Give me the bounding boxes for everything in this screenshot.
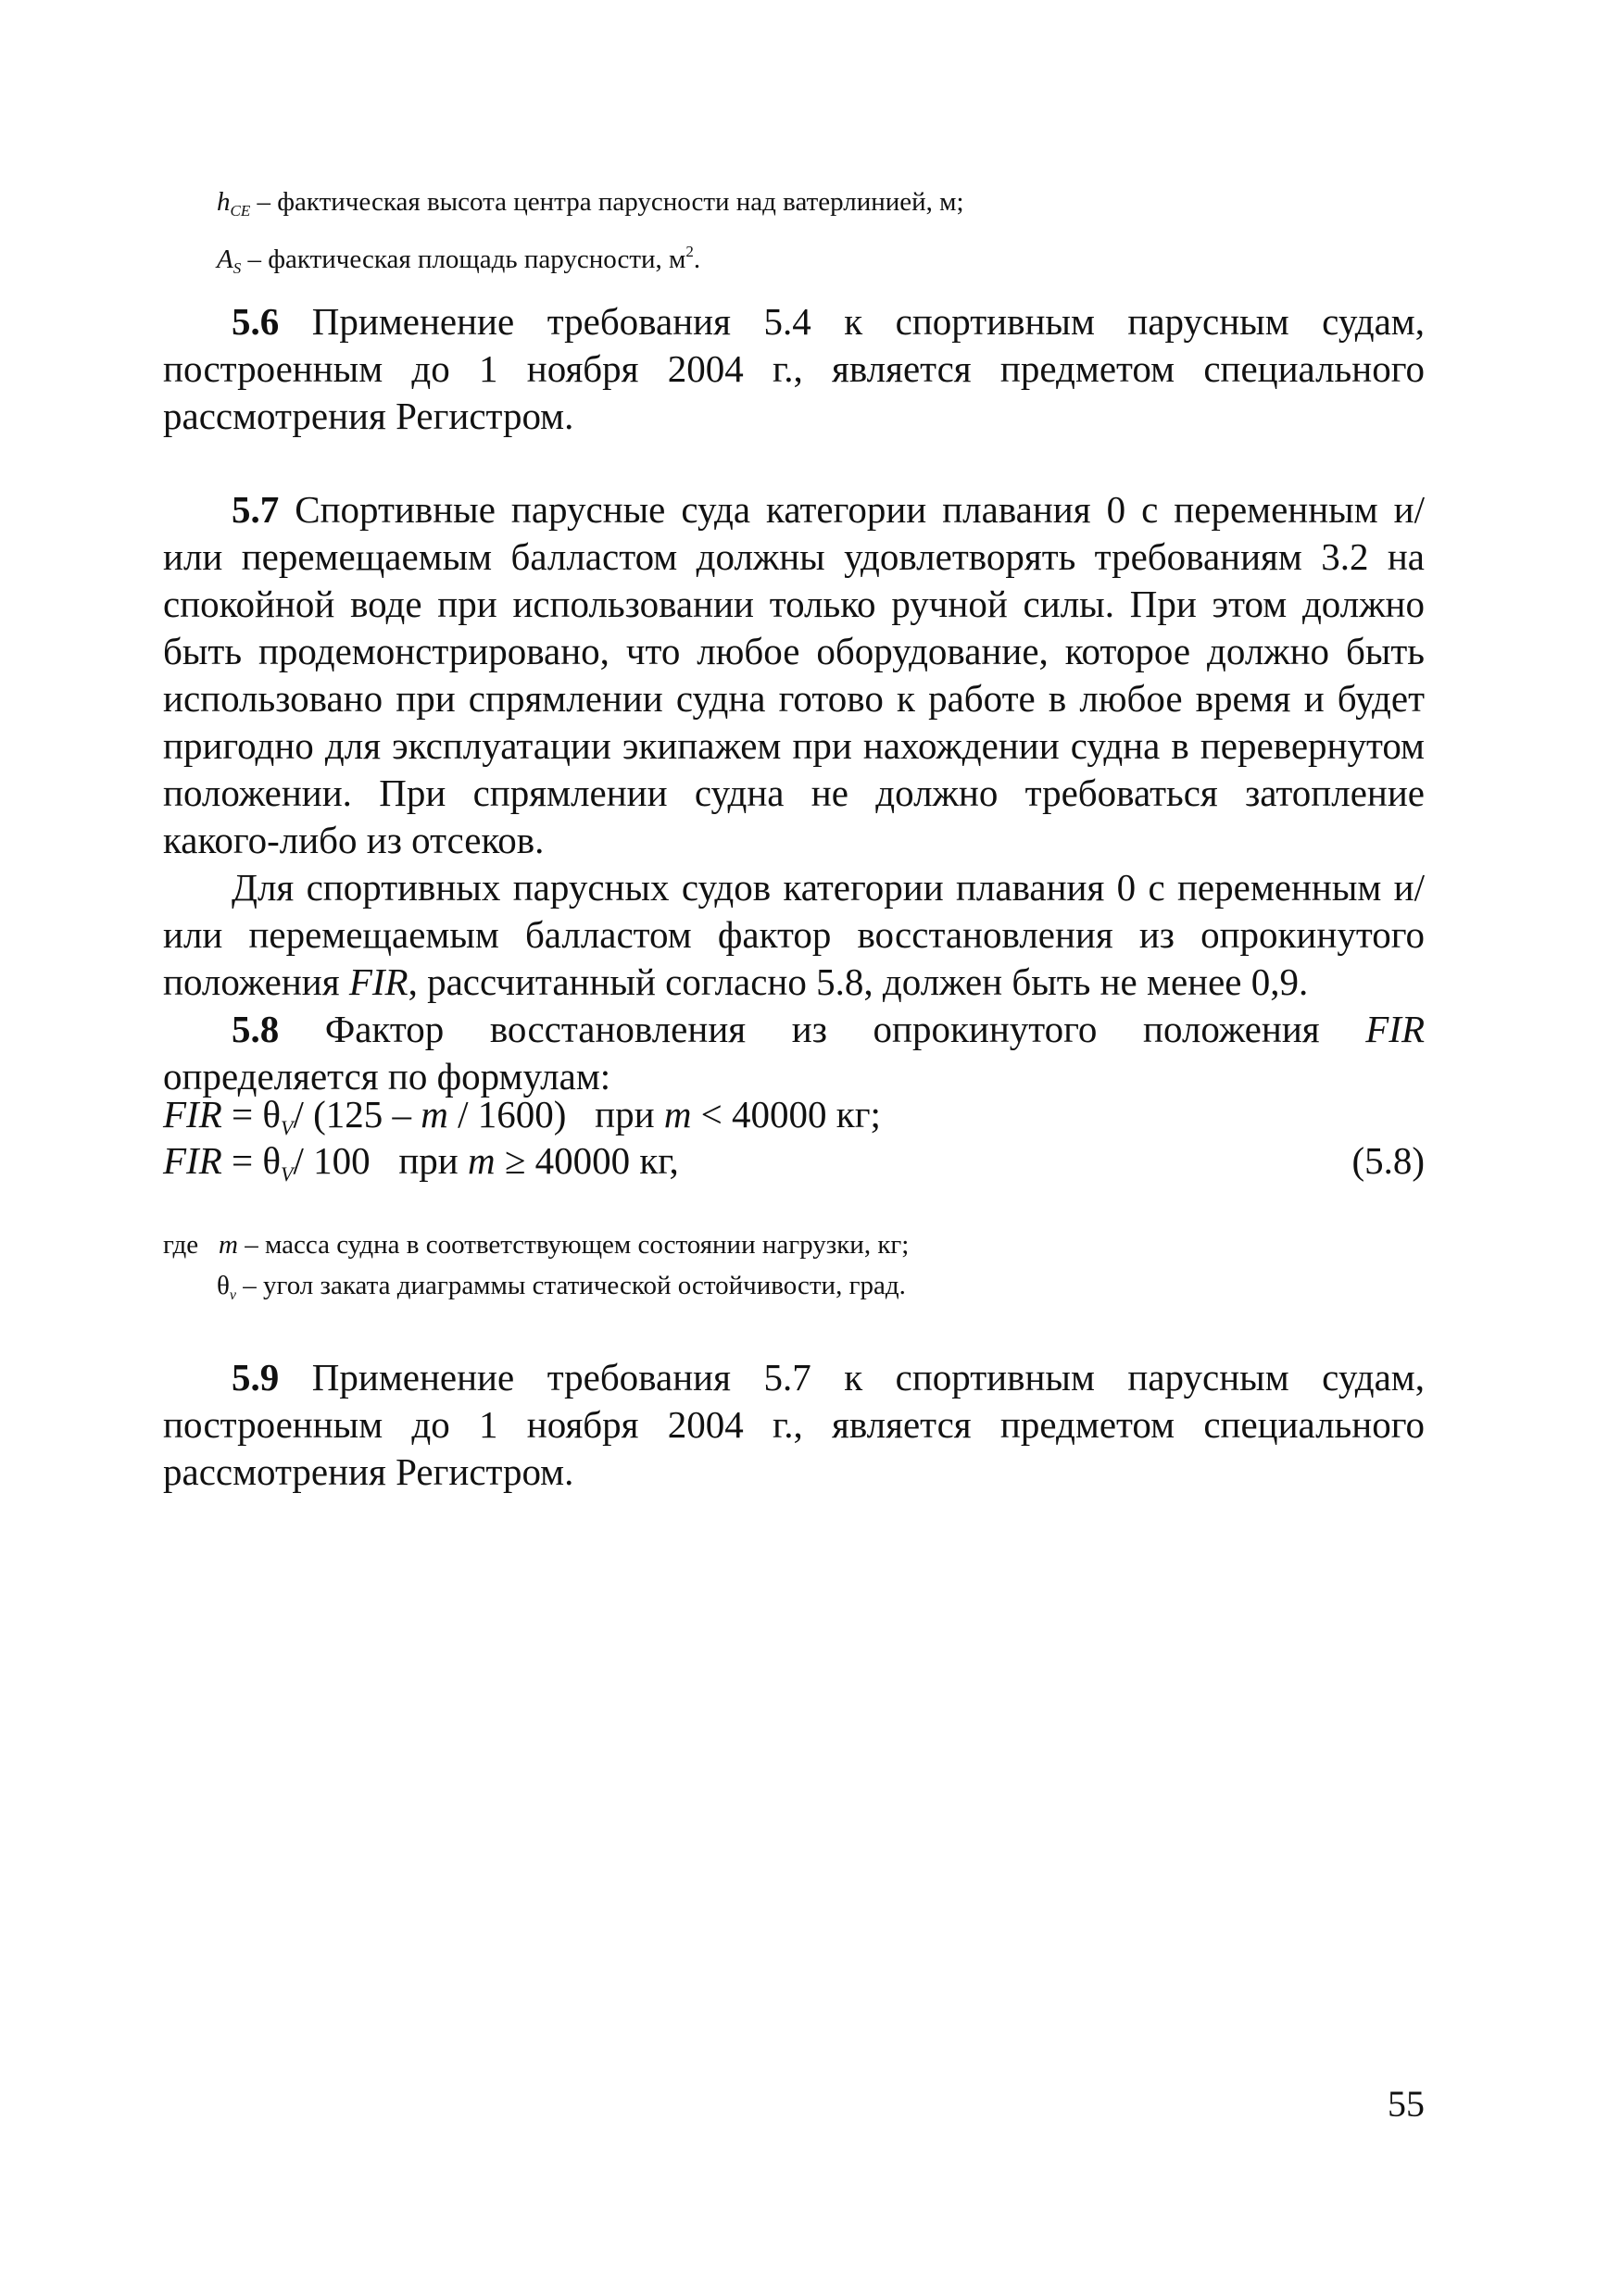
main-text: [163, 298, 1425, 1100]
paragraph-5-9: 5.9 Применение требования 5.7 к спортивным парусным судам, построенным до 1 ноября 2004 г., является предметом специального рассмотрения Регистром.: [163, 1356, 1425, 1493]
where-theta: $\theta_v$ – угол заката диаграммы статической остойчивости, град.: [217, 1271, 906, 1303]
definition-as: $A_S$ – фактическая площадь парусности, $м^2$.: [217, 243, 701, 277]
formula-line-1: FIR = θV/ (125 – m / 1600) при m < 40000 кг;: [163, 1093, 881, 1139]
where-m: где m – масса судна в соответствующем состоянии нагрузки, кг;: [163, 1230, 910, 1260]
paragraph-5-7-fir: Для спортивных парусных судов категории плавания 0 с переменным и/или перемещаемым балластом фактор восстановления из опрокинутого положения FIR, рассчитанный согласно 5.8, должен быть не менее 0,9.: [163, 866, 1425, 1003]
paragraph-5-7: 5.7 Спортивные парусные суда категории плавания 0 с переменным и/или перемещаемым балластом должны удовлетворять требованиям 3.2 на спокойной воде при использовании только ручной силы. При этом должно быть продемонстрировано, что любое оборудование, которое должно быть использовано при спрямлении судна готово к работе в любое время и будет пригодно для эксплуатации экипажем при нахождении судна в перевернутом положении. При спрямлении судна не должно требоваться затопление какого-либо из отсеков.: [163, 488, 1425, 861]
paragraph-5-6: 5.6 Применение требования 5.4 к спортивным парусным судам, построенным до 1 ноября 2004 г., является предметом специального рассмотрения Регистром.: [163, 300, 1425, 437]
symbol-definitions: [217, 182, 1421, 289]
definition-hce: $h_{CE}$ – фактическая высота центра парусности над ватерлинией, м;: [217, 187, 964, 220]
paragraph-5-8: 5.8 Фактор восстановления из опрокинутого положения FIR определяется по формулам:: [163, 1008, 1425, 1098]
formula-line-2: FIR = θV/ 100 при m ≥ 40000 кг, (5.8): [163, 1139, 1425, 1186]
formula-where-clause: [163, 1224, 1425, 1316]
paragraph-5-9-block: [163, 1354, 1425, 1496]
equation-number: (5.8): [1351, 1139, 1425, 1182]
page-number: 55: [1388, 2083, 1425, 2125]
